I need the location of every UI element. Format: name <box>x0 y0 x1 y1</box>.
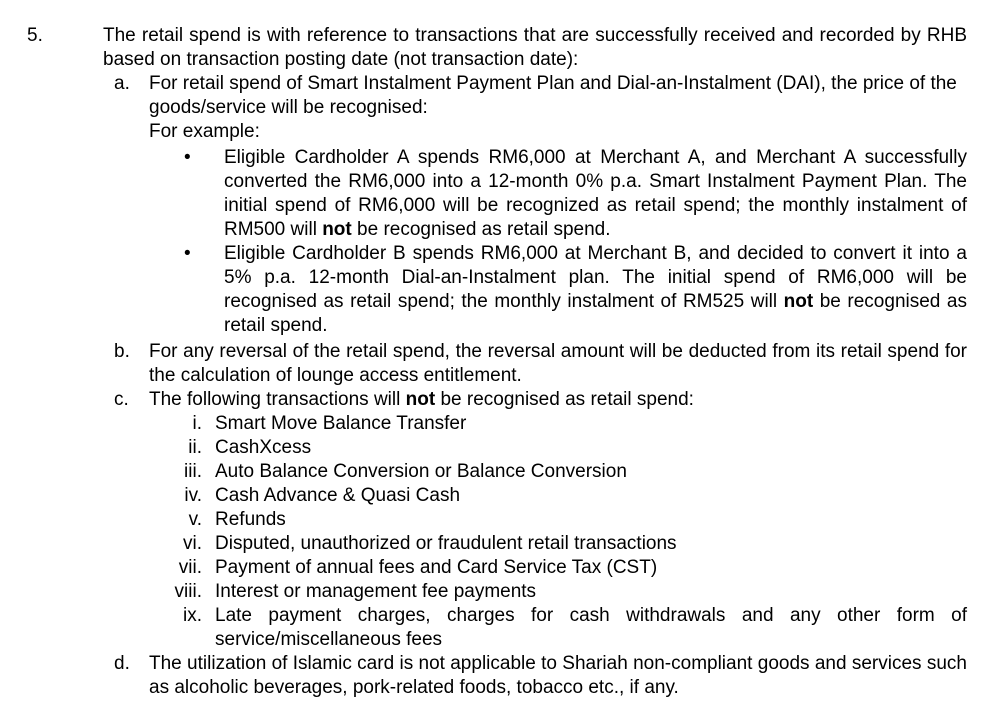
item-c-emphasis: not <box>405 389 436 410</box>
example-bullet-1 <box>224 146 967 242</box>
roman-num-ii: ii. <box>188 437 202 458</box>
bullet-dot-icon: • <box>184 147 191 168</box>
excluded-item: CashXcess <box>215 437 312 458</box>
clause-intro: The retail spend is with reference to transactions that are successfully received and recorded by RHB based on transaction posting date (not transaction date): <box>103 25 967 70</box>
roman-num-iii: iii. <box>184 461 202 482</box>
bullet-1-text-end: be recognised as retail spend. <box>351 219 611 240</box>
excluded-item: Interest or management fee payments <box>215 581 537 602</box>
excluded-item: Disputed, unauthorized or fraudulent retail transactions <box>215 533 677 554</box>
example-label: For example: <box>149 121 260 142</box>
bullet-2-text-end: be recognised as retail spend. <box>224 291 967 336</box>
roman-num-iv: iv. <box>184 485 202 506</box>
item-c-marker: c. <box>114 389 129 410</box>
bullet-1-text: Eligible Cardholder A spends RM6,000 at Merchant A, and Merchant A successfully converted the RM6,000 into a 12-month 0% p.a. Smart Instalment Payment Plan. The initial spend of RM6,000 will be recognized as retail spend; the monthly instalment of RM500 will <box>224 147 967 240</box>
excluded-item: Refunds <box>215 509 286 530</box>
excluded-item: Smart Move Balance Transfer <box>215 413 467 434</box>
roman-num-viii: viii. <box>174 581 202 602</box>
roman-num-vii: vii. <box>178 557 202 578</box>
item-a-text: For retail spend of Smart Instalment Payment Plan and Dial-an-Instalment (DAI), the price of the goods/service will be recognised: <box>149 73 957 118</box>
roman-num-vi: vi. <box>183 533 202 554</box>
bullet-2-text: Eligible Cardholder B spends RM6,000 at Merchant B, and decided to convert it into a 5% p.a. 12-month Dial-an-Instalment plan. The initial spend of RM6,000 will be recognised as retail spend; the monthly instalment of RM525 will <box>224 243 967 312</box>
excluded-item: Cash Advance & Quasi Cash <box>215 485 461 506</box>
item-c-text <box>149 388 967 412</box>
item-c-text-start: The following transactions will <box>149 389 406 410</box>
item-d-marker: d. <box>114 653 130 674</box>
item-a-marker: a. <box>114 73 130 94</box>
item-d-text: The utilization of Islamic card is not applicable to Shariah non-compliant goods and services such as alcoholic beverages, pork-related foods, tobacco etc., if any. <box>149 653 967 698</box>
clause-number: 5. <box>27 25 43 46</box>
item-b-marker: b. <box>114 341 130 362</box>
item-b-text: For any reversal of the retail spend, the reversal amount will be deducted from its retail spend for the calculation of lounge access entitlement. <box>149 341 967 386</box>
roman-num-v: v. <box>188 509 202 530</box>
roman-num-ix: ix. <box>183 605 202 626</box>
bullet-dot-icon: • <box>184 243 191 264</box>
example-bullet-2 <box>224 242 967 338</box>
excluded-item: Payment of annual fees and Card Service Tax (CST) <box>215 557 658 578</box>
roman-num-i: i. <box>192 413 202 434</box>
bullet-2-emphasis: not <box>783 291 814 312</box>
excluded-item: Late payment charges, charges for cash withdrawals and any other form of service/miscellaneous fees <box>215 605 967 650</box>
excluded-item: Auto Balance Conversion or Balance Conversion <box>215 461 627 482</box>
item-c-text-end: be recognised as retail spend: <box>435 389 694 410</box>
bullet-1-emphasis: not <box>322 219 352 240</box>
